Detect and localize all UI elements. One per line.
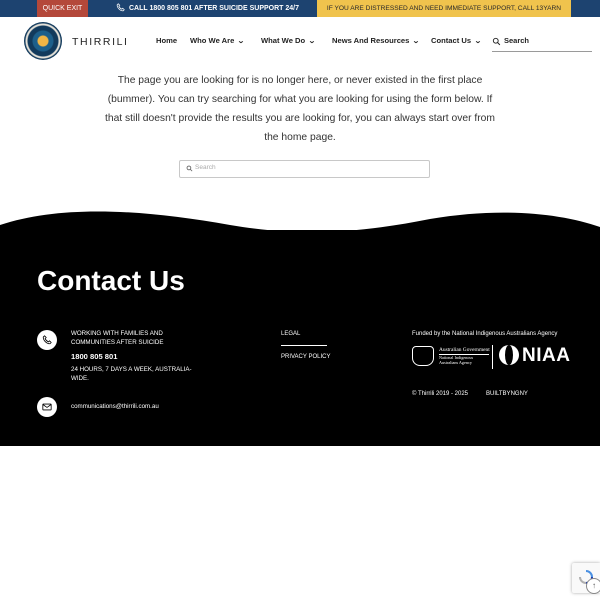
footer-phone-number[interactable]: 1800 805 801 (71, 352, 118, 361)
copyright-text: © Thirrili 2019 - 2025 (412, 391, 469, 397)
call-support-text: CALL 1800 805 801 AFTER SUICIDE SUPPORT 24/7 (129, 5, 300, 12)
quick-exit-button[interactable]: QUICK EXIT (37, 0, 88, 17)
search-icon (186, 165, 193, 172)
working-with-text: WORKING WITH FAMILIES AND COMMUNITIES AFTER SUICIDE (71, 330, 164, 346)
footer-email-link[interactable]: communications@thirrili.com.au (71, 403, 159, 410)
nav-item-news-and-resources[interactable] (332, 36, 419, 45)
call-support-link[interactable] (116, 0, 299, 17)
australian-government-logo (412, 344, 490, 368)
footer-phone-button[interactable] (37, 330, 57, 350)
nav-item-contact-us[interactable] (431, 36, 481, 45)
envelope-icon (42, 402, 52, 412)
funded-by-text: Funded by the National Indigenous Australians Agency (412, 331, 558, 337)
page-search-input[interactable] (179, 160, 430, 178)
nav-item-who-we-are[interactable] (190, 36, 244, 45)
chevron-down-icon: ⌄ (308, 38, 316, 45)
footer-links-divider (281, 345, 327, 346)
chevron-down-icon: ⌄ (474, 38, 482, 45)
scroll-to-top-button[interactable] (586, 578, 600, 594)
legal-link[interactable]: LEGAL (281, 331, 301, 337)
contact-us-heading: Contact Us (37, 265, 185, 296)
built-by-link[interactable]: BUILTBYNGNY (486, 391, 528, 397)
thirrili-logo-badge[interactable] (24, 22, 62, 60)
nav-item-home[interactable] (156, 36, 177, 45)
phone-icon (116, 3, 125, 12)
logo-separator (492, 345, 493, 369)
nav-item-label: What We Do (261, 36, 306, 45)
chevron-down-icon: ⌄ (237, 38, 246, 45)
top-bar (0, 0, 600, 17)
privacy-policy-link[interactable]: PRIVACY POLICY (281, 354, 331, 360)
nav-item-label: Contact Us (431, 36, 472, 45)
nav-item-what-we-do[interactable] (261, 36, 315, 45)
not-found-message: The page you are looking for is no longer here, or never existed in the first place (bummer). You can try searching for what you are looking for using the form below. If that still doesn't provide the results you are looking for, you can always start over from the home page. (104, 75, 495, 143)
search-icon (492, 37, 501, 46)
chevron-down-icon: ⌄ (412, 38, 421, 45)
gov-name: Australian Government (439, 347, 490, 353)
niaa-mark-icon (499, 345, 519, 365)
header-search-input[interactable] (492, 33, 592, 52)
hours-text: 24 HOURS, 7 DAYS A WEEK, AUSTRALIA-WIDE. (71, 366, 192, 382)
header-search-label: Search (504, 36, 530, 45)
coat-of-arms-icon (412, 346, 434, 366)
search-placeholder: Search (195, 164, 216, 171)
phone-icon (42, 335, 52, 345)
gov-agency-name: National Indigenous Australians Agency (439, 355, 474, 365)
footer-email-button[interactable] (37, 397, 57, 417)
logo-wordmark[interactable]: THIRRILI (72, 36, 129, 48)
niaa-logo-text: NIAA (522, 345, 571, 366)
arrow-up-icon: ↑ (592, 581, 596, 590)
nav-item-label: News And Resources (332, 36, 410, 45)
distressed-support-banner[interactable]: IF YOU ARE DISTRESSED AND NEED IMMEDIATE SUPPORT, CALL 13YARN (317, 0, 571, 17)
nav-item-label: Home (156, 36, 178, 45)
nav-item-label: Who We Are (190, 36, 235, 45)
